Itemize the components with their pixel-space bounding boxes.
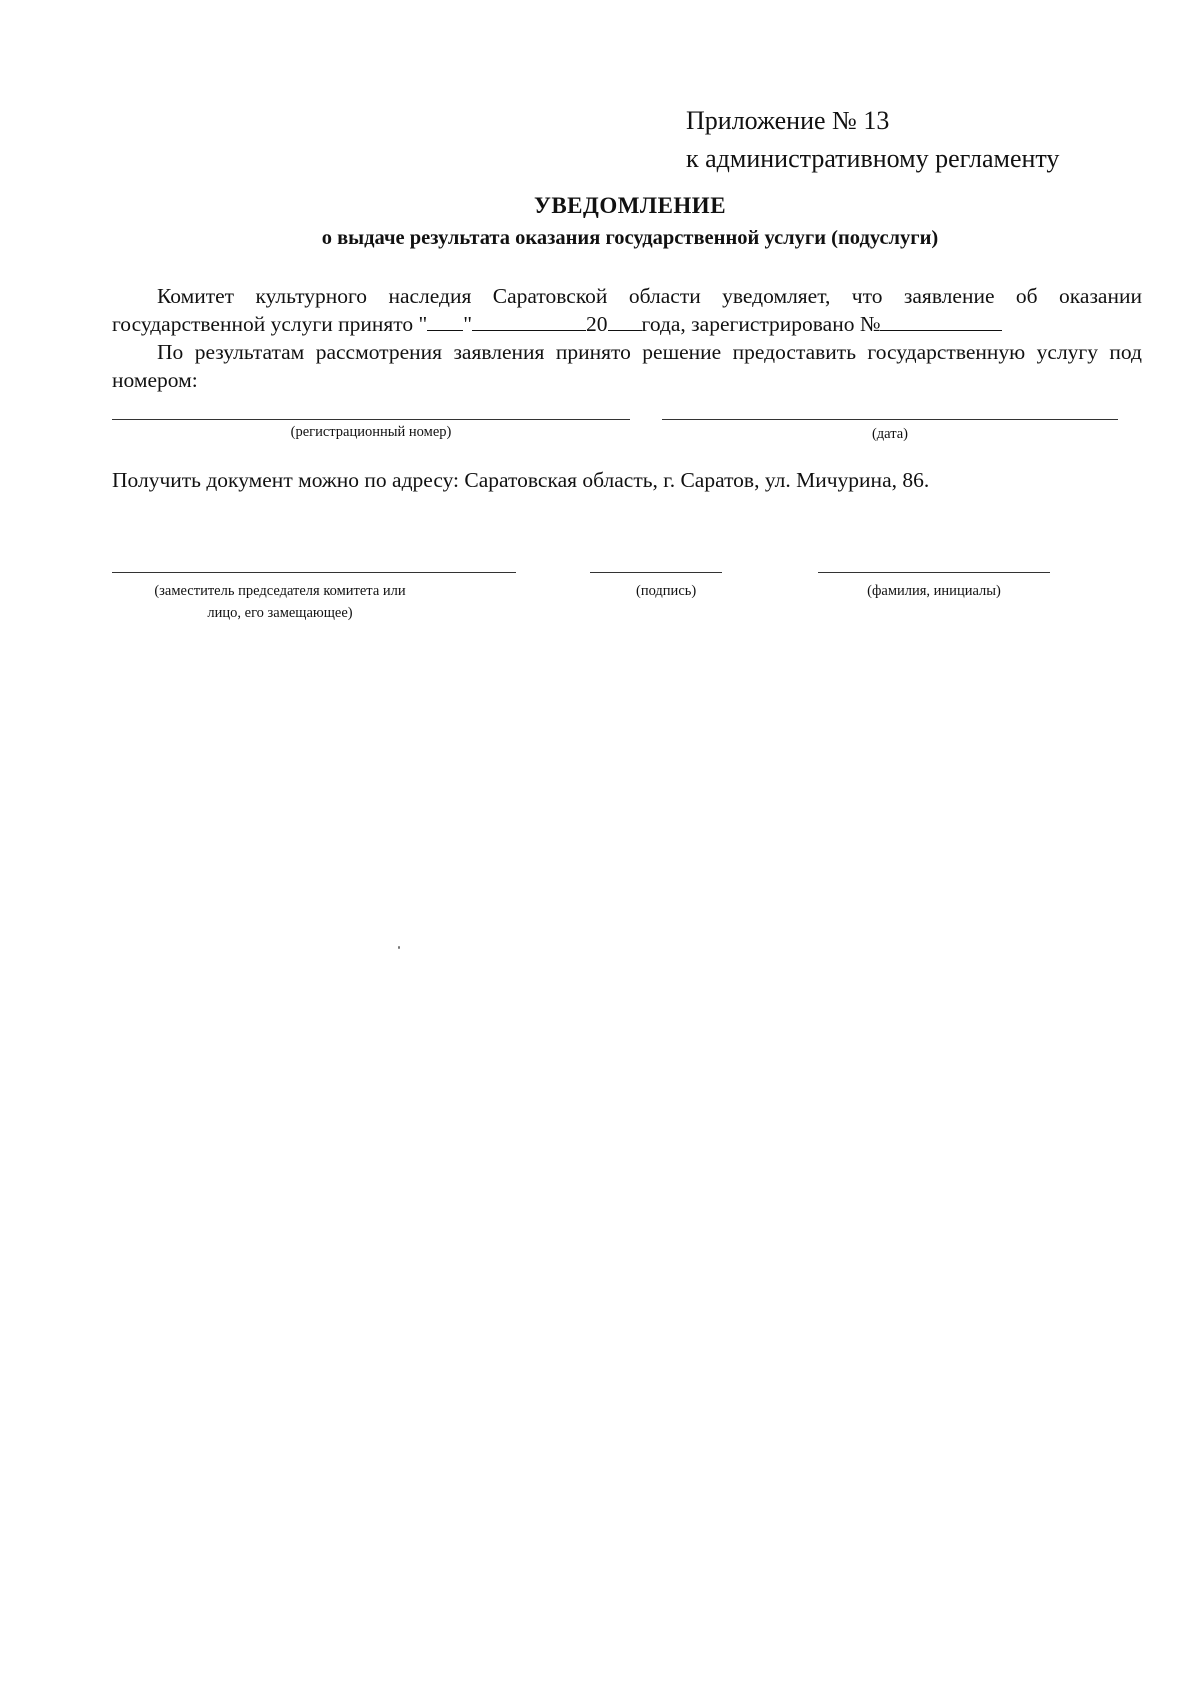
registration-number-line xyxy=(112,419,630,420)
pickup-address: Получить документ можно по адресу: Саратовская область, г. Саратов, ул. Мичурина, 86. xyxy=(112,468,930,492)
appendix-number: Приложение № 13 xyxy=(686,106,890,135)
position-line xyxy=(112,572,516,573)
position-caption-line2: лицо, его замещающее) xyxy=(207,605,353,621)
date-caption: (дата) xyxy=(871,426,909,442)
signature-caption: (подпись) xyxy=(636,583,697,599)
document-title: УВЕДОМЛЕНИЕ xyxy=(533,193,727,218)
registration-number-caption: (регистрационный номер) xyxy=(290,424,452,440)
appendix-reference: к административному регламенту xyxy=(686,144,1060,173)
notice-text-start: Комитет культурного наследия Саратовской области уведомляет, что заявление об оказании государственной услуги принято " xyxy=(112,284,1142,336)
signature-line xyxy=(590,572,722,573)
decision-paragraph: По результатам рассмотрения заявления принято решение предоставить государственную услугу под номером: xyxy=(112,340,1142,392)
position-caption-line1: (заместитель председателя комитета или xyxy=(154,583,406,599)
month-blank xyxy=(472,310,586,331)
document-subtitle: о выдаче результата оказания государственной услуги (подуслуги) xyxy=(321,227,939,249)
registration-number-blank xyxy=(880,310,1002,331)
name-line xyxy=(818,572,1050,573)
year-prefix: 20 xyxy=(586,312,608,336)
day-blank xyxy=(427,310,463,331)
quote-close: " xyxy=(463,312,473,336)
appendix-header xyxy=(686,102,1059,178)
date-line xyxy=(662,419,1118,420)
notice-paragraph xyxy=(112,282,1142,338)
year-blank xyxy=(608,310,642,331)
registered-text: года, зарегистрировано № xyxy=(641,312,881,336)
scan-speck xyxy=(398,946,400,949)
name-caption: (фамилия, инициалы) xyxy=(867,583,1001,599)
